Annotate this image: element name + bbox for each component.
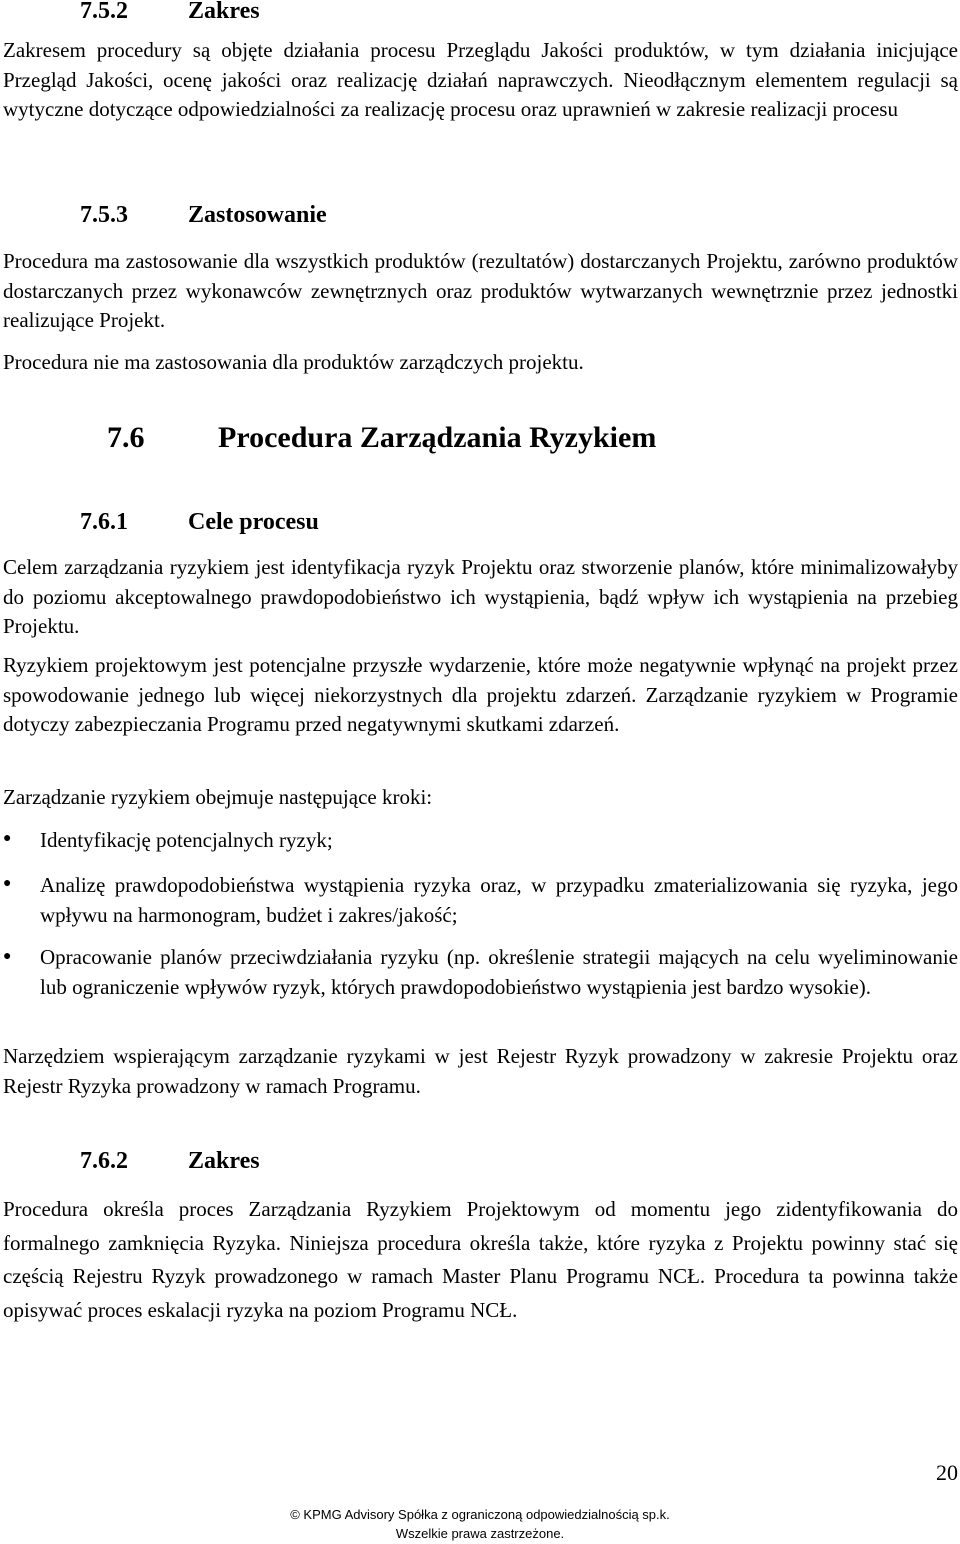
section-title: Zastosowanie bbox=[188, 202, 327, 228]
paragraph-scope-quality: Zakresem procedury są objęte działania procesu Przeglądu Jakości produktów, w tym działania inicjujące Przegląd Jakości, ocenę jakości oraz realizację działań naprawczych. Nieodłącznym elementem regulacji są wytyczne dotyczące odpowiedzialności za realizację procesu oraz uprawnień w zakresie realizacji procesu bbox=[3, 38, 958, 121]
paragraph-risk-definition: Ryzykiem projektowym jest potencjalne przyszłe wydarzenie, które może negatywnie wpłynąć na projekt przez spowodowanie jednego lub więcej niekorzystnych dla projektu zdarzeń. Zarządzanie ryzykiem w Programie dotyczy zabezpieczania Programu przed negatywnymi skutkami zdarzeń. bbox=[3, 653, 958, 736]
paragraph-risk-scope: Procedura określa proces Zarządzania Ryzykiem Projektowym od momentu jego zidentyfikowania do formalnego zamknięcia Ryzyka. Niniejsza procedura określa także, które ryzyka z Projektu powinny stać się częścią Rejestru Ryzyk prowadzonego w ramach Master Planu Programu NCŁ. Procedura ta powinna także opisywać proces eskalacji ryzyka na poziom Programu NCŁ. bbox=[3, 1197, 958, 1322]
section-title: Cele procesu bbox=[188, 509, 319, 535]
section-number: 7.5.3 bbox=[80, 202, 128, 228]
paragraph-non-application: Procedura nie ma zastosowania dla produktów zarządczych projektu. bbox=[3, 350, 584, 374]
bullet-icon: ● bbox=[3, 831, 12, 846]
list-item: Identyfikację potencjalnych ryzyk; bbox=[40, 828, 333, 852]
bullet-icon: ● bbox=[3, 876, 12, 891]
section-number: 7.6.1 bbox=[80, 509, 128, 535]
chapter-number: 7.6 bbox=[107, 421, 145, 454]
paragraph-application: Procedura ma zastosowanie dla wszystkich produktów (rezultatów) dostarczanych Projektu, zarówno produktów dostarczanych przez wykonawców zewnętrznych oraz produktów wytwarzanych wewnętrznie przez jednostki realizujące Projekt. bbox=[3, 249, 958, 332]
section-title: Zakres bbox=[188, 1148, 260, 1174]
section-number: 7.5.2 bbox=[80, 0, 128, 24]
footer-rights: Wszelkie prawa zastrzeżone. bbox=[395, 1526, 565, 1541]
paragraph-risk-register: Narzędziem wspierającym zarządzanie ryzykami w jest Rejestr Ryzyk prowadzony w zakresie Projektu oraz Rejestr Ryzyka prowadzony w ramach Programu. bbox=[3, 1044, 958, 1098]
bullet-icon: ● bbox=[3, 949, 12, 964]
list-item: Opracowanie planów przeciwdziałania ryzyku (np. określenie strategii mających na celu wyeliminowanie lub ograniczenie wpływów ryzyk, których prawdopodobieństwo wystąpienia jest bardzo wysokie). bbox=[40, 945, 958, 999]
page-number: 20 bbox=[936, 1460, 958, 1485]
list-item: Analizę prawdopodobieństwa wystąpienia ryzyka oraz, w przypadku zmaterializowania się ryzyka, jego wpływu na harmonogram, budżet i zakres/jakość; bbox=[40, 873, 958, 927]
section-title: Zakres bbox=[188, 0, 260, 24]
paragraph-risk-goal: Celem zarządzania ryzykiem jest identyfikacja ryzyk Projektu oraz stworzenie planów, które minimalizowałyby do poziomu akceptowalnego prawdopodobieństwo ich wystąpienia, bądź wpływ ich wystąpienia na przebieg Projektu. bbox=[3, 555, 958, 638]
chapter-title: Procedura Zarządzania Ryzykiem bbox=[218, 421, 657, 454]
paragraph-risk-steps-intro: Zarządzanie ryzykiem obejmuje następujące kroki: bbox=[3, 785, 433, 809]
footer-copyright: © KPMG Advisory Spółka z ograniczoną odpowiedzialnością sp.k. bbox=[290, 1507, 670, 1522]
section-number: 7.6.2 bbox=[80, 1148, 128, 1174]
